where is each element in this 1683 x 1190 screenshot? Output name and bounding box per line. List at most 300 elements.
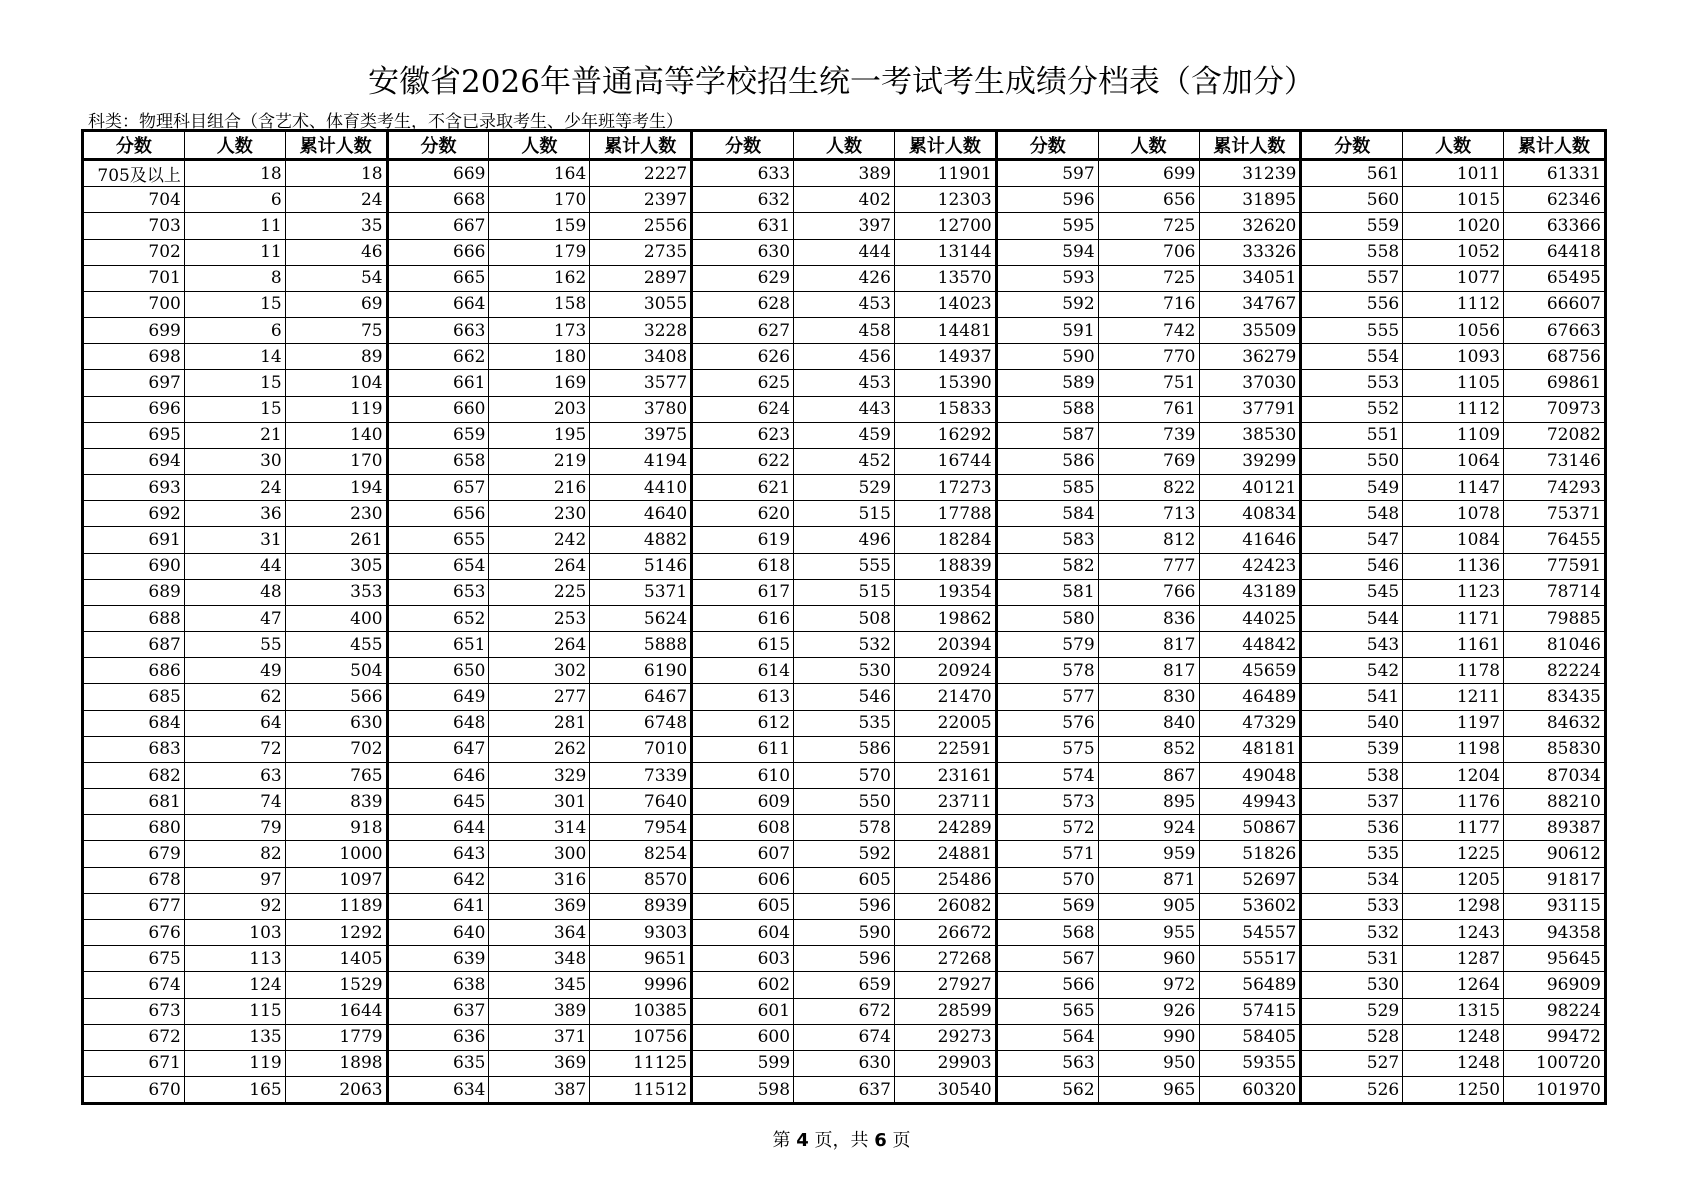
count-cell: 1015 bbox=[1402, 187, 1503, 212]
table-row bbox=[389, 579, 691, 605]
count-cell: 570 bbox=[793, 763, 894, 788]
score-cell: 558 bbox=[1366, 242, 1400, 263]
count-cell: 1064 bbox=[1402, 449, 1503, 474]
score-cell: 589 bbox=[1062, 372, 1095, 393]
count-cell: 1171 bbox=[1402, 606, 1503, 631]
page-title: 安徽省2026年普通高等学校招生统一考试考生成绩分档表（含加分） bbox=[368, 64, 1315, 100]
table-row bbox=[1302, 396, 1604, 422]
cumulative-cell: 7339 bbox=[589, 763, 690, 788]
table-row bbox=[389, 631, 691, 657]
table-row bbox=[998, 317, 1300, 343]
cumulative-cell: 839 bbox=[285, 789, 386, 814]
header-cumulative: 累计人数 bbox=[1199, 132, 1300, 158]
cumulative-cell: 1000 bbox=[285, 841, 386, 866]
count-cell: 822 bbox=[1098, 475, 1199, 500]
score-cell: 608 bbox=[757, 817, 791, 838]
count-cell: 6 bbox=[184, 318, 285, 343]
score-cell: 640 bbox=[453, 922, 486, 943]
score-cell: 629 bbox=[757, 268, 791, 289]
count-cell: 36 bbox=[184, 501, 285, 526]
score-cell: 602 bbox=[757, 974, 791, 995]
count-cell: 216 bbox=[488, 475, 589, 500]
count-cell: 30 bbox=[184, 449, 285, 474]
count-cell: 812 bbox=[1098, 527, 1199, 552]
score-cell: 542 bbox=[1366, 660, 1400, 681]
table-row bbox=[1302, 971, 1604, 997]
count-cell: 262 bbox=[488, 737, 589, 762]
table-row bbox=[389, 343, 691, 369]
cumulative-cell: 1898 bbox=[285, 1051, 386, 1076]
table-row bbox=[84, 971, 386, 997]
cumulative-cell: 72082 bbox=[1503, 423, 1604, 448]
score-cell: 556 bbox=[1366, 294, 1400, 315]
table-row bbox=[693, 605, 995, 631]
count-cell: 24 bbox=[184, 475, 285, 500]
score-cell: 641 bbox=[453, 896, 486, 917]
table-row bbox=[389, 788, 691, 814]
score-cell: 627 bbox=[757, 320, 791, 341]
count-cell: 1112 bbox=[1402, 292, 1503, 317]
table-row bbox=[693, 710, 995, 736]
count-cell: 725 bbox=[1098, 266, 1199, 291]
table-row bbox=[389, 422, 691, 448]
count-cell: 63 bbox=[184, 763, 285, 788]
cumulative-cell: 4882 bbox=[589, 527, 690, 552]
table-row bbox=[84, 814, 386, 840]
cumulative-cell: 1644 bbox=[285, 999, 386, 1024]
cumulative-cell: 18284 bbox=[894, 527, 995, 552]
header-score: 分数 bbox=[725, 136, 762, 157]
table-row bbox=[389, 239, 691, 265]
cumulative-cell: 87034 bbox=[1503, 763, 1604, 788]
cumulative-cell: 21470 bbox=[894, 684, 995, 709]
cumulative-cell: 2735 bbox=[589, 240, 690, 265]
score-cell: 628 bbox=[757, 294, 791, 315]
table-row bbox=[693, 396, 995, 422]
table-row bbox=[1302, 369, 1604, 395]
cumulative-cell: 91817 bbox=[1503, 868, 1604, 893]
cumulative-cell: 69 bbox=[285, 292, 386, 317]
score-cell: 616 bbox=[757, 608, 791, 629]
score-cell: 636 bbox=[453, 1027, 486, 1048]
count-cell: 1243 bbox=[1402, 920, 1503, 945]
score-cell: 702 bbox=[148, 242, 181, 263]
count-cell: 659 bbox=[793, 972, 894, 997]
table-row bbox=[998, 657, 1300, 683]
cumulative-cell: 74293 bbox=[1503, 475, 1604, 500]
score-cell: 550 bbox=[1366, 451, 1400, 472]
cumulative-cell: 94358 bbox=[1503, 920, 1604, 945]
cumulative-cell: 10756 bbox=[589, 1025, 690, 1050]
table-row bbox=[693, 448, 995, 474]
count-cell: 852 bbox=[1098, 737, 1199, 762]
table-row bbox=[1302, 500, 1604, 526]
score-cell: 622 bbox=[757, 451, 791, 472]
count-cell: 453 bbox=[793, 292, 894, 317]
table-row bbox=[84, 762, 386, 788]
count-cell: 672 bbox=[793, 999, 894, 1024]
score-cell: 531 bbox=[1366, 948, 1400, 969]
cumulative-cell: 1779 bbox=[285, 1025, 386, 1050]
table-row bbox=[84, 919, 386, 945]
table-row bbox=[1302, 736, 1604, 762]
table-row bbox=[389, 396, 691, 422]
table-row bbox=[389, 1076, 691, 1102]
table-row bbox=[389, 945, 691, 971]
cumulative-cell: 9996 bbox=[589, 972, 690, 997]
table-row bbox=[998, 1050, 1300, 1076]
cumulative-cell: 55517 bbox=[1199, 946, 1300, 971]
count-cell: 550 bbox=[793, 789, 894, 814]
cumulative-cell: 41646 bbox=[1199, 527, 1300, 552]
count-cell: 119 bbox=[184, 1051, 285, 1076]
score-cell: 538 bbox=[1366, 765, 1400, 786]
table-row bbox=[693, 422, 995, 448]
cumulative-cell: 60320 bbox=[1199, 1077, 1300, 1102]
score-cell: 612 bbox=[757, 713, 791, 734]
table-row bbox=[389, 710, 691, 736]
count-cell: 766 bbox=[1098, 580, 1199, 605]
cumulative-cell: 45659 bbox=[1199, 658, 1300, 683]
cumulative-cell: 140 bbox=[285, 423, 386, 448]
table-row bbox=[84, 474, 386, 500]
footer-suffix: 页 bbox=[886, 1130, 911, 1151]
count-cell: 8 bbox=[184, 266, 285, 291]
table-row bbox=[998, 1024, 1300, 1050]
table-row bbox=[998, 500, 1300, 526]
count-cell: 1161 bbox=[1402, 632, 1503, 657]
count-cell: 47 bbox=[184, 606, 285, 631]
count-cell: 769 bbox=[1098, 449, 1199, 474]
cumulative-cell: 261 bbox=[285, 527, 386, 552]
cumulative-cell: 68756 bbox=[1503, 344, 1604, 369]
count-cell: 459 bbox=[793, 423, 894, 448]
cumulative-cell: 4410 bbox=[589, 475, 690, 500]
count-cell: 1248 bbox=[1402, 1051, 1503, 1076]
table-row bbox=[389, 500, 691, 526]
table-row bbox=[84, 579, 386, 605]
cumulative-cell: 44025 bbox=[1199, 606, 1300, 631]
count-cell: 453 bbox=[793, 370, 894, 395]
cumulative-cell: 29903 bbox=[894, 1051, 995, 1076]
table-row bbox=[998, 736, 1300, 762]
count-cell: 162 bbox=[488, 266, 589, 291]
count-cell: 165 bbox=[184, 1077, 285, 1102]
score-cell: 551 bbox=[1366, 425, 1400, 446]
cumulative-cell: 2556 bbox=[589, 213, 690, 238]
score-cell: 645 bbox=[453, 791, 486, 812]
table-row bbox=[84, 788, 386, 814]
table-row bbox=[84, 683, 386, 709]
count-cell: 1109 bbox=[1402, 423, 1503, 448]
count-cell: 496 bbox=[793, 527, 894, 552]
count-cell: 716 bbox=[1098, 292, 1199, 317]
cumulative-cell: 16744 bbox=[894, 449, 995, 474]
table-row bbox=[84, 631, 386, 657]
cumulative-cell: 62346 bbox=[1503, 187, 1604, 212]
score-cell: 617 bbox=[757, 582, 791, 603]
table-row bbox=[998, 605, 1300, 631]
count-cell: 230 bbox=[488, 501, 589, 526]
score-cell: 659 bbox=[453, 425, 486, 446]
cumulative-cell: 69861 bbox=[1503, 370, 1604, 395]
cumulative-cell: 7954 bbox=[589, 815, 690, 840]
cumulative-cell: 14481 bbox=[894, 318, 995, 343]
score-cell: 635 bbox=[453, 1053, 486, 1074]
score-cell: 652 bbox=[453, 608, 486, 629]
score-cell: 598 bbox=[757, 1079, 791, 1100]
footer-total-pages: 6 bbox=[874, 1130, 887, 1151]
cumulative-cell: 44842 bbox=[1199, 632, 1300, 657]
table-row bbox=[998, 814, 1300, 840]
table-row bbox=[1302, 343, 1604, 369]
cumulative-cell: 38530 bbox=[1199, 423, 1300, 448]
cumulative-cell: 12303 bbox=[894, 187, 995, 212]
cumulative-cell: 82224 bbox=[1503, 658, 1604, 683]
score-cell: 561 bbox=[1366, 163, 1400, 184]
count-cell: 515 bbox=[793, 580, 894, 605]
table-row bbox=[389, 919, 691, 945]
score-cell: 590 bbox=[1062, 346, 1095, 367]
table-row bbox=[693, 840, 995, 866]
cumulative-cell: 35509 bbox=[1199, 318, 1300, 343]
table-row bbox=[693, 265, 995, 291]
count-cell: 905 bbox=[1098, 894, 1199, 919]
table-row bbox=[998, 396, 1300, 422]
cumulative-cell: 99472 bbox=[1503, 1025, 1604, 1050]
cumulative-cell: 11901 bbox=[894, 161, 995, 186]
count-cell: 586 bbox=[793, 737, 894, 762]
count-cell: 535 bbox=[793, 711, 894, 736]
table-row bbox=[84, 186, 386, 212]
table-row bbox=[1302, 1024, 1604, 1050]
score-cell: 650 bbox=[453, 660, 486, 681]
cumulative-cell: 31895 bbox=[1199, 187, 1300, 212]
score-cell: 630 bbox=[757, 242, 791, 263]
table-row bbox=[693, 657, 995, 683]
table-row bbox=[998, 893, 1300, 919]
count-cell: 387 bbox=[488, 1077, 589, 1102]
score-cell: 681 bbox=[148, 791, 181, 812]
count-cell: 739 bbox=[1098, 423, 1199, 448]
score-cell: 671 bbox=[148, 1053, 181, 1074]
cumulative-cell: 16292 bbox=[894, 423, 995, 448]
table-row bbox=[389, 998, 691, 1024]
table-row bbox=[389, 526, 691, 552]
count-cell: 316 bbox=[488, 868, 589, 893]
count-cell: 972 bbox=[1098, 972, 1199, 997]
table-row bbox=[84, 212, 386, 238]
table-row bbox=[998, 710, 1300, 736]
count-cell: 596 bbox=[793, 946, 894, 971]
score-cell: 552 bbox=[1366, 399, 1400, 420]
count-cell: 817 bbox=[1098, 658, 1199, 683]
count-cell: 990 bbox=[1098, 1025, 1199, 1050]
score-cell: 665 bbox=[453, 268, 486, 289]
count-cell: 590 bbox=[793, 920, 894, 945]
score-cell: 549 bbox=[1366, 477, 1400, 498]
count-cell: 15 bbox=[184, 292, 285, 317]
score-cell: 662 bbox=[453, 346, 486, 367]
cumulative-cell: 8570 bbox=[589, 868, 690, 893]
table-row bbox=[998, 448, 1300, 474]
count-cell: 532 bbox=[793, 632, 894, 657]
table-row bbox=[998, 840, 1300, 866]
table-row bbox=[998, 474, 1300, 500]
cumulative-cell: 48181 bbox=[1199, 737, 1300, 762]
count-cell: 699 bbox=[1098, 161, 1199, 186]
score-cell: 597 bbox=[1062, 163, 1095, 184]
table-row bbox=[84, 1076, 386, 1102]
cumulative-cell: 39299 bbox=[1199, 449, 1300, 474]
table-row bbox=[693, 1024, 995, 1050]
score-cell: 646 bbox=[453, 765, 486, 786]
count-cell: 369 bbox=[488, 894, 589, 919]
header-count: 人数 bbox=[793, 132, 894, 158]
table-row bbox=[1302, 291, 1604, 317]
table-row bbox=[998, 422, 1300, 448]
cumulative-cell: 18839 bbox=[894, 554, 995, 579]
column-group-5 bbox=[1299, 132, 1604, 1102]
score-cell: 694 bbox=[148, 451, 181, 472]
count-cell: 1287 bbox=[1402, 946, 1503, 971]
score-cell: 664 bbox=[453, 294, 486, 315]
cumulative-cell: 23161 bbox=[894, 763, 995, 788]
count-cell: 348 bbox=[488, 946, 589, 971]
score-cell: 643 bbox=[453, 844, 486, 865]
score-cell: 563 bbox=[1062, 1053, 1095, 1074]
score-cell: 605 bbox=[757, 896, 791, 917]
cumulative-cell: 6748 bbox=[589, 711, 690, 736]
score-cell: 545 bbox=[1366, 582, 1400, 603]
table-row bbox=[84, 867, 386, 893]
count-cell: 113 bbox=[184, 946, 285, 971]
table-row bbox=[693, 998, 995, 1024]
score-cell: 700 bbox=[148, 294, 181, 315]
cumulative-cell: 630 bbox=[285, 711, 386, 736]
column-group-2 bbox=[386, 132, 691, 1102]
score-cell: 528 bbox=[1366, 1027, 1400, 1048]
cumulative-cell: 66607 bbox=[1503, 292, 1604, 317]
table-row bbox=[998, 526, 1300, 552]
score-cell: 587 bbox=[1062, 425, 1095, 446]
score-cell: 554 bbox=[1366, 346, 1400, 367]
cumulative-cell: 3577 bbox=[589, 370, 690, 395]
score-cell: 539 bbox=[1366, 739, 1400, 760]
table-row bbox=[998, 1076, 1300, 1102]
cumulative-cell: 58405 bbox=[1199, 1025, 1300, 1050]
score-cell: 705及以上 bbox=[97, 166, 181, 187]
cumulative-cell: 96909 bbox=[1503, 972, 1604, 997]
table-row bbox=[84, 369, 386, 395]
count-cell: 950 bbox=[1098, 1051, 1199, 1076]
score-cell: 688 bbox=[148, 608, 181, 629]
page-footer bbox=[0, 1126, 1683, 1152]
cumulative-cell: 3228 bbox=[589, 318, 690, 343]
score-cell: 555 bbox=[1366, 320, 1400, 341]
table-row bbox=[693, 579, 995, 605]
count-cell: 300 bbox=[488, 841, 589, 866]
count-cell: 713 bbox=[1098, 501, 1199, 526]
count-cell: 1136 bbox=[1402, 554, 1503, 579]
count-cell: 371 bbox=[488, 1025, 589, 1050]
count-cell: 62 bbox=[184, 684, 285, 709]
count-cell: 770 bbox=[1098, 344, 1199, 369]
table-row bbox=[389, 736, 691, 762]
table-row bbox=[998, 971, 1300, 997]
count-cell: 605 bbox=[793, 868, 894, 893]
count-cell: 959 bbox=[1098, 841, 1199, 866]
cumulative-cell: 8254 bbox=[589, 841, 690, 866]
score-cell: 695 bbox=[148, 425, 181, 446]
footer-page-number: 4 bbox=[796, 1130, 809, 1151]
cumulative-cell: 32620 bbox=[1199, 213, 1300, 238]
cumulative-cell: 17273 bbox=[894, 475, 995, 500]
count-cell: 706 bbox=[1098, 240, 1199, 265]
score-cell: 678 bbox=[148, 870, 181, 891]
score-cell: 624 bbox=[757, 399, 791, 420]
count-cell: 444 bbox=[793, 240, 894, 265]
footer-prefix: 第 bbox=[772, 1130, 797, 1151]
score-cell: 580 bbox=[1062, 608, 1095, 629]
score-cell: 618 bbox=[757, 556, 791, 577]
count-cell: 314 bbox=[488, 815, 589, 840]
table-row bbox=[1302, 710, 1604, 736]
table-row bbox=[389, 971, 691, 997]
cumulative-cell: 5371 bbox=[589, 580, 690, 605]
count-cell: 1211 bbox=[1402, 684, 1503, 709]
count-cell: 751 bbox=[1098, 370, 1199, 395]
count-cell: 345 bbox=[488, 972, 589, 997]
cumulative-cell: 1189 bbox=[285, 894, 386, 919]
count-cell: 1052 bbox=[1402, 240, 1503, 265]
cumulative-cell: 170 bbox=[285, 449, 386, 474]
column-group-1 bbox=[84, 132, 386, 1102]
cumulative-cell: 15833 bbox=[894, 397, 995, 422]
cumulative-cell: 20394 bbox=[894, 632, 995, 657]
score-cell: 666 bbox=[453, 242, 486, 263]
table-row bbox=[998, 788, 1300, 814]
cumulative-cell: 3975 bbox=[589, 423, 690, 448]
score-cell: 693 bbox=[148, 477, 181, 498]
cumulative-cell: 76455 bbox=[1503, 527, 1604, 552]
score-cell: 684 bbox=[148, 713, 181, 734]
footer-middle: 页，共 bbox=[808, 1130, 875, 1151]
header-score: 分数 bbox=[1334, 136, 1371, 157]
score-cell: 637 bbox=[453, 1001, 486, 1022]
header-cumulative: 累计人数 bbox=[894, 132, 995, 158]
table-row bbox=[693, 317, 995, 343]
cumulative-cell: 89387 bbox=[1503, 815, 1604, 840]
cumulative-cell: 4640 bbox=[589, 501, 690, 526]
table-row bbox=[693, 500, 995, 526]
table-row bbox=[1302, 317, 1604, 343]
count-cell: 6 bbox=[184, 187, 285, 212]
count-cell: 426 bbox=[793, 266, 894, 291]
score-cell: 601 bbox=[757, 1001, 791, 1022]
score-cell: 548 bbox=[1366, 503, 1400, 524]
score-cell: 583 bbox=[1062, 529, 1095, 550]
table-row bbox=[998, 579, 1300, 605]
table-row bbox=[998, 762, 1300, 788]
score-cell: 532 bbox=[1366, 922, 1400, 943]
table-row bbox=[693, 683, 995, 709]
table-row bbox=[998, 553, 1300, 579]
cumulative-cell: 14937 bbox=[894, 344, 995, 369]
cumulative-cell: 2397 bbox=[589, 187, 690, 212]
cumulative-cell: 67663 bbox=[1503, 318, 1604, 343]
table-row bbox=[84, 1050, 386, 1076]
